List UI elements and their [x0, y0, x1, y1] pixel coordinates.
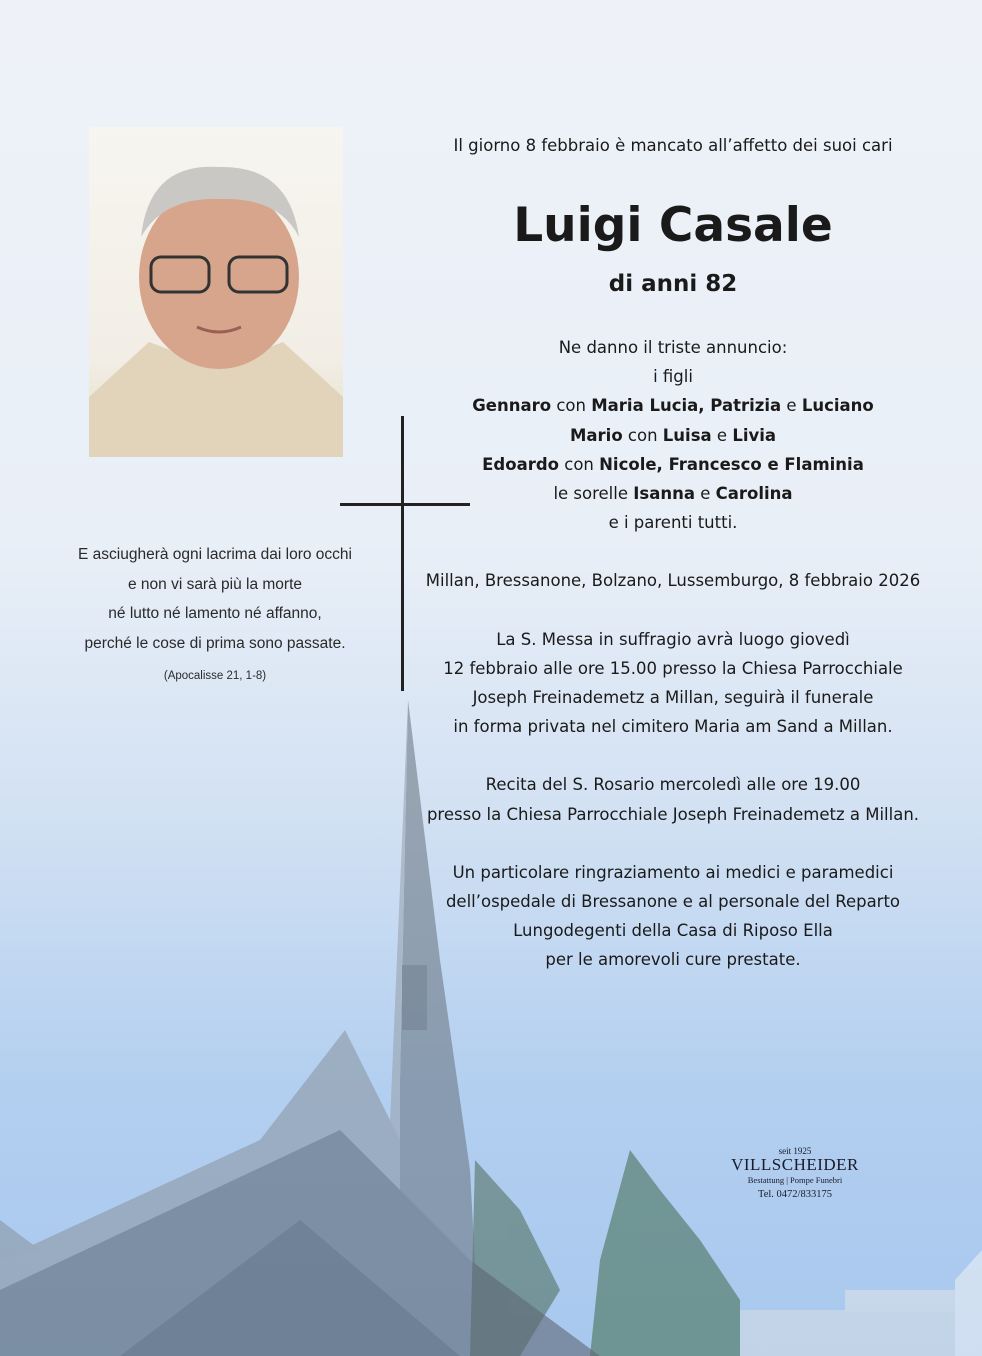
- logo-name: VILLSCHEIDER: [731, 1155, 859, 1174]
- deceased-age: di anni 82: [608, 271, 738, 297]
- conj: e: [694, 484, 716, 504]
- name: Gennaro: [472, 396, 552, 416]
- announce-line: [420, 421, 926, 450]
- mass-line: in forma privata nel cimitero Maria am Sand a Millan.: [453, 717, 893, 737]
- announce-line: Ne danno il triste annuncio:: [558, 338, 788, 357]
- thanks-info: [420, 858, 926, 975]
- name: Edoardo: [482, 454, 559, 474]
- quote-line: e non vi sarà più la morte: [127, 575, 303, 593]
- logo-sub: Bestattung | Pompe Funebri: [747, 1175, 843, 1185]
- quote-reference: (Apocalisse 21, 1-8): [163, 670, 267, 682]
- conj: con: [622, 425, 663, 445]
- bible-quote: [60, 540, 370, 686]
- name: Livia: [732, 425, 777, 445]
- conj: e: [781, 396, 802, 416]
- logo-tel: Tel. 0472/833175: [758, 1189, 832, 1200]
- conj: le sorelle: [553, 484, 634, 504]
- intro-line: Il giorno 8 febbraio è mancato all’affetto dei suoi cari: [453, 136, 893, 155]
- quote-line: perché le cose di prima sono passate.: [84, 634, 346, 652]
- name: Maria Lucia, Patrizia: [591, 396, 782, 416]
- announce-line: e i parenti tutti.: [608, 513, 738, 533]
- announce-line: i figli: [653, 367, 693, 387]
- mass-line: 12 febbraio alle ore 15.00 presso la Chiesa Parrocchiale: [443, 658, 903, 678]
- quote-line: né lutto né lamento né affanno,: [108, 605, 322, 622]
- mass-line: Joseph Freinademetz a Millan, seguirà il funerale: [472, 688, 874, 708]
- logo-since: seit 1925: [778, 1146, 812, 1156]
- name: Nicole, Francesco e Flaminia: [599, 454, 864, 474]
- rosary-info: [420, 770, 926, 828]
- funeral-home-logo: [720, 1146, 870, 1202]
- announce-line: [420, 450, 926, 479]
- mass-line: La S. Messa in suffragio avrà luogo giovedì: [496, 629, 850, 649]
- announce-line: [420, 479, 926, 508]
- rosary-line: Recita del S. Rosario mercoledì alle ore 19.00: [485, 775, 861, 795]
- name: Mario: [569, 425, 623, 445]
- intro-text: [420, 131, 926, 160]
- thanks-line: dell’ospedale di Bressanone e al personale del Reparto: [445, 892, 901, 912]
- thanks-line: Un particolare ringraziamento ai medici e paramedici: [452, 862, 894, 882]
- quote-line: E asciugherà ogni lacrima dai loro occhi: [78, 546, 352, 563]
- conj: con: [551, 396, 592, 416]
- place-date: Millan, Bressanone, Bolzano, Lussemburgo, 8 febbraio 2026: [425, 571, 921, 591]
- conj: e: [711, 425, 733, 445]
- thanks-line: Lungodegenti della Casa di Riposo Ella: [513, 921, 833, 941]
- announce-line: [420, 391, 926, 420]
- name: Isanna: [633, 484, 695, 504]
- rosary-line: presso la Chiesa Parrocchiale Joseph Freinademetz a Millan.: [426, 804, 920, 824]
- thanks-line: per le amorevoli cure prestate.: [545, 950, 801, 970]
- announcement: [420, 333, 926, 975]
- deceased-name: Luigi Casale: [513, 198, 833, 253]
- name: Luciano: [801, 396, 874, 416]
- mass-info: [420, 625, 926, 742]
- conj: con: [559, 454, 600, 474]
- name: Carolina: [715, 484, 793, 504]
- portrait-photo: [89, 127, 343, 457]
- name: Luisa: [662, 425, 712, 445]
